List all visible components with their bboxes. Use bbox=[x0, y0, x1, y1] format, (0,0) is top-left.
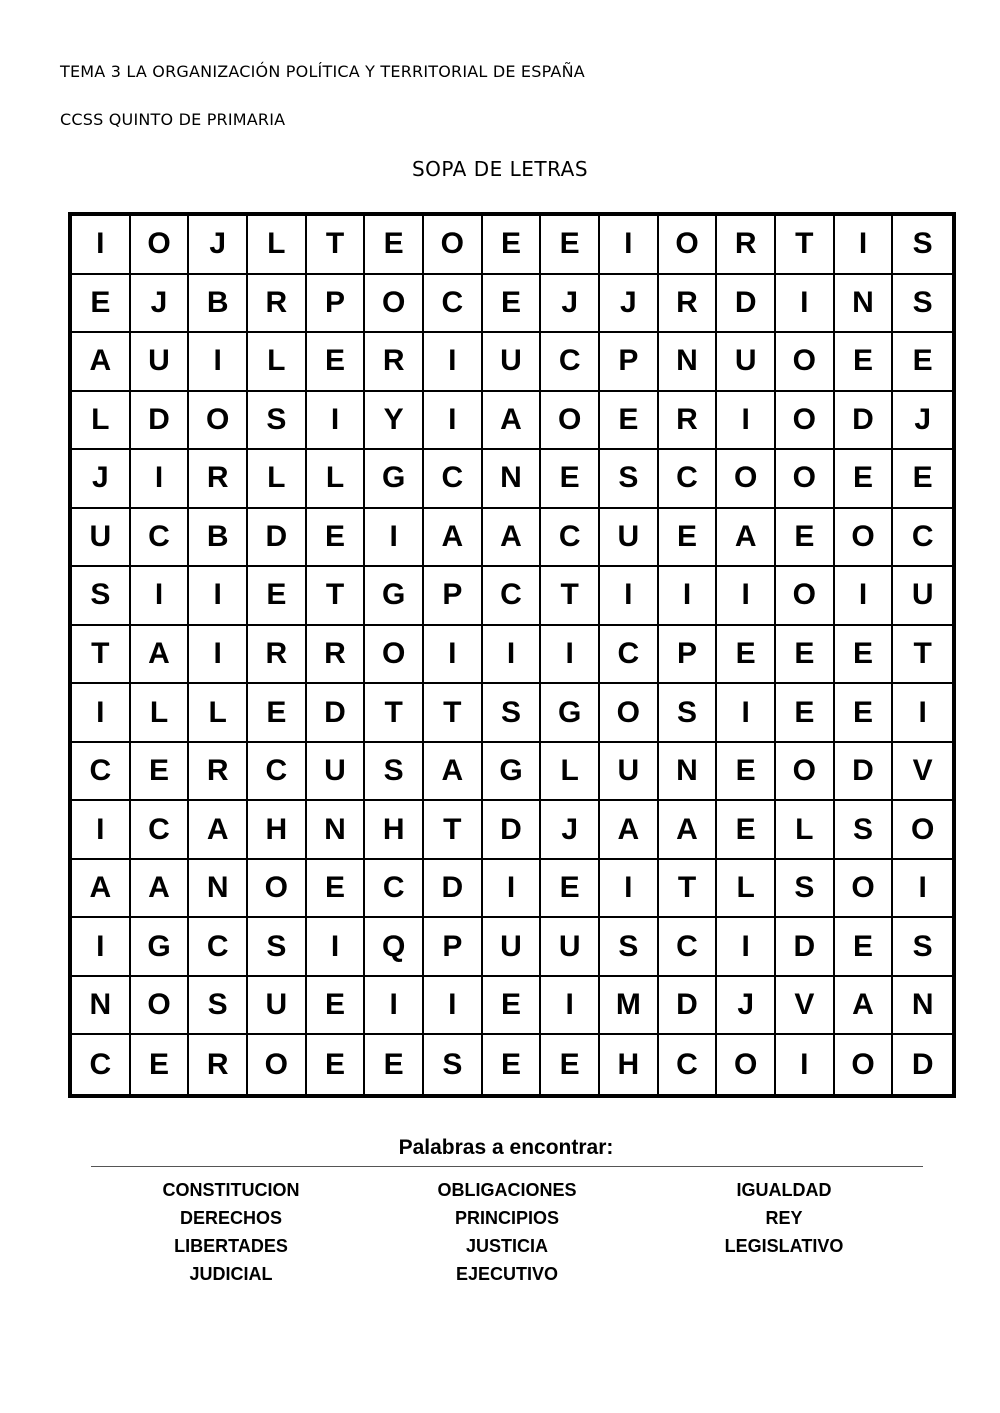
grid-cell[interactable]: S bbox=[365, 743, 424, 802]
grid-cell[interactable]: R bbox=[717, 216, 776, 275]
grid-cell[interactable]: C bbox=[131, 509, 190, 568]
grid-cell[interactable]: N bbox=[835, 275, 894, 334]
grid-cell[interactable]: E bbox=[835, 684, 894, 743]
grid-cell[interactable]: E bbox=[307, 333, 366, 392]
grid-cell[interactable]: T bbox=[72, 626, 131, 685]
document-title: TEMA 3 LA ORGANIZACIÓN POLÍTICA Y TERRITORIAL DE ESPAÑA bbox=[60, 62, 585, 81]
word-list-item: OBLIGACIONES bbox=[437, 1180, 577, 1200]
grid-cell[interactable]: I bbox=[776, 275, 835, 334]
grid-cell[interactable]: U bbox=[483, 333, 542, 392]
word-list-column-1 bbox=[101, 1179, 361, 1291]
grid-cell[interactable]: E bbox=[307, 860, 366, 919]
grid-cell[interactable]: R bbox=[248, 275, 307, 334]
grid-cell[interactable]: T bbox=[424, 801, 483, 860]
grid-cell[interactable]: E bbox=[835, 333, 894, 392]
grid-cell[interactable]: A bbox=[659, 801, 718, 860]
grid-cell[interactable]: G bbox=[365, 450, 424, 509]
word-list-item: LEGISLATIVO bbox=[724, 1236, 844, 1256]
grid-cell[interactable]: S bbox=[835, 801, 894, 860]
grid-cell[interactable]: I bbox=[659, 567, 718, 626]
grid-cell[interactable]: I bbox=[600, 860, 659, 919]
word-list-item: CONSTITUCION bbox=[162, 1180, 300, 1200]
grid-cell[interactable]: U bbox=[600, 509, 659, 568]
grid-cell[interactable]: G bbox=[483, 743, 542, 802]
word-list-item: PRINCIPIOS bbox=[454, 1208, 560, 1228]
grid-cell[interactable]: U bbox=[483, 918, 542, 977]
grid-cell[interactable]: I bbox=[189, 626, 248, 685]
grid-cell[interactable]: A bbox=[131, 860, 190, 919]
grid-cell[interactable]: A bbox=[72, 860, 131, 919]
grid-cell[interactable]: O bbox=[776, 743, 835, 802]
grid-cell[interactable]: O bbox=[541, 392, 600, 451]
grid-cell[interactable]: C bbox=[541, 333, 600, 392]
grid-cell[interactable]: D bbox=[131, 392, 190, 451]
grid-cell[interactable]: E bbox=[717, 626, 776, 685]
grid-cell[interactable]: E bbox=[893, 333, 952, 392]
grid-cell[interactable]: E bbox=[541, 1035, 600, 1094]
grid-cell[interactable]: E bbox=[248, 567, 307, 626]
grid-cell[interactable]: O bbox=[131, 216, 190, 275]
grid-cell[interactable]: O bbox=[600, 684, 659, 743]
grid-cell[interactable]: R bbox=[189, 450, 248, 509]
grid-cell[interactable]: T bbox=[307, 567, 366, 626]
grid-cell[interactable]: A bbox=[189, 801, 248, 860]
grid-cell[interactable]: L bbox=[189, 684, 248, 743]
grid-cell[interactable]: C bbox=[131, 801, 190, 860]
grid-cell[interactable]: O bbox=[189, 392, 248, 451]
grid-cell[interactable]: O bbox=[131, 977, 190, 1036]
grid-cell[interactable]: I bbox=[717, 684, 776, 743]
grid-cell[interactable]: C bbox=[600, 626, 659, 685]
grid-cell[interactable]: J bbox=[541, 275, 600, 334]
document-subtitle: CCSS QUINTO DE PRIMARIA bbox=[60, 110, 286, 129]
grid-cell[interactable]: V bbox=[893, 743, 952, 802]
grid-cell[interactable]: J bbox=[72, 450, 131, 509]
grid-cell[interactable]: I bbox=[72, 684, 131, 743]
grid-cell[interactable]: O bbox=[717, 1035, 776, 1094]
grid-cell[interactable]: I bbox=[541, 626, 600, 685]
grid-cell[interactable]: I bbox=[717, 918, 776, 977]
grid-cell[interactable]: E bbox=[776, 684, 835, 743]
grid-cell[interactable]: O bbox=[248, 1035, 307, 1094]
grid-cell[interactable]: L bbox=[776, 801, 835, 860]
grid-cell[interactable]: C bbox=[541, 509, 600, 568]
grid-cell[interactable]: S bbox=[248, 918, 307, 977]
grid-cell[interactable]: I bbox=[365, 509, 424, 568]
grid-cell[interactable]: S bbox=[893, 918, 952, 977]
grid-cell[interactable]: R bbox=[189, 1035, 248, 1094]
grid-cell[interactable]: I bbox=[424, 977, 483, 1036]
word-list-item: LIBERTADES bbox=[174, 1236, 288, 1256]
grid-cell[interactable]: S bbox=[483, 684, 542, 743]
word-list-item: IGUALDAD bbox=[736, 1180, 832, 1200]
grid-cell[interactable]: O bbox=[365, 275, 424, 334]
grid-cell[interactable]: H bbox=[600, 1035, 659, 1094]
grid-cell[interactable]: C bbox=[72, 1035, 131, 1094]
grid-cell[interactable]: E bbox=[541, 860, 600, 919]
grid-cell[interactable]: I bbox=[424, 392, 483, 451]
grid-cell[interactable]: I bbox=[72, 801, 131, 860]
grid-cell[interactable]: E bbox=[541, 216, 600, 275]
grid-cell[interactable]: H bbox=[365, 801, 424, 860]
grid-cell[interactable]: O bbox=[835, 509, 894, 568]
grid-cell[interactable]: J bbox=[541, 801, 600, 860]
grid-cell[interactable]: D bbox=[835, 743, 894, 802]
grid-cell[interactable]: A bbox=[424, 743, 483, 802]
word-list-item: EJECUTIVO bbox=[455, 1264, 559, 1284]
word-list-divider bbox=[91, 1166, 923, 1167]
grid-cell[interactable]: U bbox=[717, 333, 776, 392]
grid-cell[interactable]: E bbox=[307, 509, 366, 568]
grid-cell[interactable]: E bbox=[365, 216, 424, 275]
grid-cell[interactable]: T bbox=[307, 216, 366, 275]
grid-cell[interactable]: I bbox=[424, 333, 483, 392]
grid-cell[interactable]: T bbox=[424, 684, 483, 743]
grid-cell[interactable]: O bbox=[424, 216, 483, 275]
grid-cell[interactable]: I bbox=[72, 216, 131, 275]
grid-cell[interactable]: C bbox=[659, 1035, 718, 1094]
grid-cell[interactable]: C bbox=[659, 450, 718, 509]
grid-cell[interactable]: J bbox=[893, 392, 952, 451]
grid-cell[interactable]: U bbox=[893, 567, 952, 626]
grid-cell[interactable]: S bbox=[776, 860, 835, 919]
grid-cell[interactable]: O bbox=[776, 392, 835, 451]
grid-cell[interactable]: C bbox=[189, 918, 248, 977]
grid-cell[interactable]: G bbox=[541, 684, 600, 743]
grid-cell[interactable]: L bbox=[248, 216, 307, 275]
grid-cell[interactable]: A bbox=[483, 392, 542, 451]
grid-cell[interactable]: C bbox=[365, 860, 424, 919]
grid-cell[interactable]: L bbox=[541, 743, 600, 802]
grid-cell[interactable]: E bbox=[483, 1035, 542, 1094]
grid-cell[interactable]: C bbox=[424, 275, 483, 334]
grid-cell[interactable]: S bbox=[600, 450, 659, 509]
grid-cell[interactable]: P bbox=[424, 567, 483, 626]
grid-cell[interactable]: O bbox=[717, 450, 776, 509]
grid-cell[interactable]: E bbox=[835, 626, 894, 685]
grid-cell[interactable]: E bbox=[717, 801, 776, 860]
grid-cell[interactable]: D bbox=[483, 801, 542, 860]
grid-cell[interactable]: I bbox=[307, 918, 366, 977]
grid-cell[interactable]: S bbox=[659, 684, 718, 743]
grid-cell[interactable]: E bbox=[248, 684, 307, 743]
grid-cell[interactable]: D bbox=[307, 684, 366, 743]
grid-cell[interactable]: U bbox=[541, 918, 600, 977]
grid-cell[interactable]: T bbox=[893, 626, 952, 685]
grid-cell[interactable]: I bbox=[189, 333, 248, 392]
grid-cell[interactable]: I bbox=[776, 1035, 835, 1094]
grid-cell[interactable]: N bbox=[659, 333, 718, 392]
grid-cell[interactable]: J bbox=[189, 216, 248, 275]
grid-cell[interactable]: S bbox=[893, 216, 952, 275]
grid-cell[interactable]: N bbox=[72, 977, 131, 1036]
grid-cell[interactable]: O bbox=[835, 1035, 894, 1094]
grid-cell[interactable]: I bbox=[893, 860, 952, 919]
grid-cell[interactable]: E bbox=[776, 626, 835, 685]
word-list-item: JUSTICIA bbox=[465, 1236, 548, 1256]
grid-cell[interactable]: A bbox=[717, 509, 776, 568]
grid-cell[interactable]: D bbox=[776, 918, 835, 977]
grid-cell[interactable]: E bbox=[717, 743, 776, 802]
grid-cell[interactable]: T bbox=[365, 684, 424, 743]
grid-cell[interactable]: E bbox=[483, 977, 542, 1036]
word-list-item: REY bbox=[765, 1208, 803, 1228]
grid-cell[interactable]: S bbox=[248, 392, 307, 451]
grid-cell[interactable]: E bbox=[131, 743, 190, 802]
grid-cell[interactable]: I bbox=[189, 567, 248, 626]
grid-cell[interactable]: I bbox=[835, 567, 894, 626]
grid-cell[interactable]: U bbox=[600, 743, 659, 802]
grid-cell[interactable]: D bbox=[248, 509, 307, 568]
grid-cell[interactable]: T bbox=[776, 216, 835, 275]
word-list-column-2 bbox=[377, 1179, 637, 1291]
grid-cell[interactable]: S bbox=[893, 275, 952, 334]
grid-cell[interactable]: S bbox=[72, 567, 131, 626]
grid-cell[interactable]: I bbox=[717, 567, 776, 626]
grid-cell[interactable]: I bbox=[541, 977, 600, 1036]
grid-cell[interactable]: G bbox=[365, 567, 424, 626]
grid-cell[interactable]: L bbox=[72, 392, 131, 451]
grid-cell[interactable]: I bbox=[600, 216, 659, 275]
grid-cell[interactable]: I bbox=[483, 860, 542, 919]
grid-cell[interactable]: C bbox=[248, 743, 307, 802]
grid-cell[interactable]: O bbox=[776, 333, 835, 392]
word-list-item: JUDICIAL bbox=[189, 1264, 273, 1284]
grid-cell[interactable]: U bbox=[72, 509, 131, 568]
grid-cell[interactable]: I bbox=[424, 626, 483, 685]
grid-cell[interactable]: E bbox=[483, 216, 542, 275]
grid-cell[interactable]: D bbox=[659, 977, 718, 1036]
grid-cell[interactable]: H bbox=[248, 801, 307, 860]
grid-cell[interactable]: I bbox=[835, 216, 894, 275]
grid-cell[interactable]: C bbox=[893, 509, 952, 568]
grid-cell[interactable]: J bbox=[131, 275, 190, 334]
grid-cell[interactable]: P bbox=[600, 333, 659, 392]
grid-cell[interactable]: B bbox=[189, 509, 248, 568]
grid-cell[interactable]: L bbox=[307, 450, 366, 509]
grid-cell[interactable]: E bbox=[600, 392, 659, 451]
grid-cell[interactable]: D bbox=[424, 860, 483, 919]
grid-cell[interactable]: O bbox=[776, 450, 835, 509]
grid-cell[interactable]: L bbox=[248, 450, 307, 509]
grid-cell[interactable]: N bbox=[483, 450, 542, 509]
grid-cell[interactable]: Y bbox=[365, 392, 424, 451]
grid-cell[interactable]: R bbox=[365, 333, 424, 392]
grid-cell[interactable]: N bbox=[189, 860, 248, 919]
grid-cell[interactable]: O bbox=[248, 860, 307, 919]
grid-cell[interactable]: E bbox=[131, 1035, 190, 1094]
grid-cell[interactable]: I bbox=[483, 626, 542, 685]
word-list-column-3 bbox=[654, 1179, 914, 1263]
grid-cell[interactable]: R bbox=[248, 626, 307, 685]
grid-cell[interactable]: L bbox=[131, 684, 190, 743]
grid-cell[interactable]: Q bbox=[365, 918, 424, 977]
grid-cell[interactable]: B bbox=[189, 275, 248, 334]
grid-cell[interactable]: I bbox=[131, 567, 190, 626]
grid-cell[interactable]: E bbox=[776, 509, 835, 568]
grid-cell[interactable]: A bbox=[600, 801, 659, 860]
grid-cell[interactable]: C bbox=[72, 743, 131, 802]
grid-cell[interactable]: R bbox=[189, 743, 248, 802]
grid-cell[interactable]: S bbox=[424, 1035, 483, 1094]
grid-cell[interactable]: O bbox=[893, 801, 952, 860]
grid-cell[interactable]: E bbox=[541, 450, 600, 509]
grid-cell[interactable]: L bbox=[717, 860, 776, 919]
grid-cell[interactable]: A bbox=[483, 509, 542, 568]
grid-cell[interactable]: E bbox=[72, 275, 131, 334]
grid-cell[interactable]: E bbox=[307, 1035, 366, 1094]
grid-cell[interactable]: N bbox=[893, 977, 952, 1036]
grid-cell[interactable]: E bbox=[483, 275, 542, 334]
grid-cell[interactable]: N bbox=[307, 801, 366, 860]
grid-cell[interactable]: D bbox=[911, 1047, 934, 1081]
grid-cell[interactable]: E bbox=[659, 509, 718, 568]
grid-cell[interactable]: O bbox=[835, 860, 894, 919]
grid-cell[interactable]: I bbox=[600, 567, 659, 626]
grid-cell[interactable]: U bbox=[307, 743, 366, 802]
grid-cell[interactable]: E bbox=[835, 450, 894, 509]
grid-cell[interactable]: O bbox=[365, 626, 424, 685]
grid-cell[interactable]: U bbox=[131, 333, 190, 392]
grid-cell[interactable]: I bbox=[717, 392, 776, 451]
grid-cell[interactable]: E bbox=[365, 1035, 424, 1094]
grid-cell[interactable]: M bbox=[600, 977, 659, 1036]
grid-cell[interactable]: G bbox=[131, 918, 190, 977]
grid-cell[interactable]: A bbox=[72, 333, 131, 392]
grid-cell[interactable]: R bbox=[307, 626, 366, 685]
word-list-heading: Palabras a encontrar: bbox=[398, 1136, 614, 1159]
grid-cell[interactable]: I bbox=[72, 918, 131, 977]
grid-cell[interactable]: I bbox=[131, 450, 190, 509]
grid-cell[interactable]: L bbox=[248, 333, 307, 392]
grid-cell[interactable]: I bbox=[365, 977, 424, 1036]
grid-cell[interactable]: U bbox=[248, 977, 307, 1036]
grid-cell[interactable]: T bbox=[541, 567, 600, 626]
grid-cell[interactable]: S bbox=[189, 977, 248, 1036]
grid-cell[interactable]: V bbox=[776, 977, 835, 1036]
grid-cell[interactable]: I bbox=[893, 684, 952, 743]
word-search-grid bbox=[68, 212, 956, 1098]
grid-cell[interactable]: P bbox=[659, 626, 718, 685]
grid-cell[interactable]: J bbox=[600, 275, 659, 334]
grid-cell[interactable]: R bbox=[659, 275, 718, 334]
grid-cell[interactable]: E bbox=[893, 450, 952, 509]
grid-cell[interactable]: S bbox=[600, 918, 659, 977]
grid-cell[interactable]: P bbox=[307, 275, 366, 334]
grid-cell[interactable]: E bbox=[307, 977, 366, 1036]
grid-cell[interactable]: D bbox=[717, 275, 776, 334]
grid-cell[interactable]: E bbox=[835, 918, 894, 977]
grid-cell[interactable]: T bbox=[659, 860, 718, 919]
grid-cell[interactable]: O bbox=[659, 216, 718, 275]
grid-cell[interactable]: O bbox=[776, 567, 835, 626]
grid-cell[interactable]: J bbox=[717, 977, 776, 1036]
grid-cell[interactable]: R bbox=[659, 392, 718, 451]
grid-cell[interactable]: A bbox=[131, 626, 190, 685]
grid-cell[interactable]: A bbox=[424, 509, 483, 568]
grid-cell[interactable]: C bbox=[483, 567, 542, 626]
grid-cell[interactable]: C bbox=[424, 450, 483, 509]
grid-cell[interactable]: D bbox=[835, 392, 894, 451]
grid-cell[interactable]: N bbox=[659, 743, 718, 802]
grid-cell[interactable]: C bbox=[659, 918, 718, 977]
puzzle-title: SOPA DE LETRAS bbox=[411, 157, 589, 181]
grid-cell[interactable]: P bbox=[424, 918, 483, 977]
grid-cell[interactable]: I bbox=[307, 392, 366, 451]
grid-cell[interactable]: A bbox=[835, 977, 894, 1036]
word-list-item: DERECHOS bbox=[179, 1208, 282, 1228]
